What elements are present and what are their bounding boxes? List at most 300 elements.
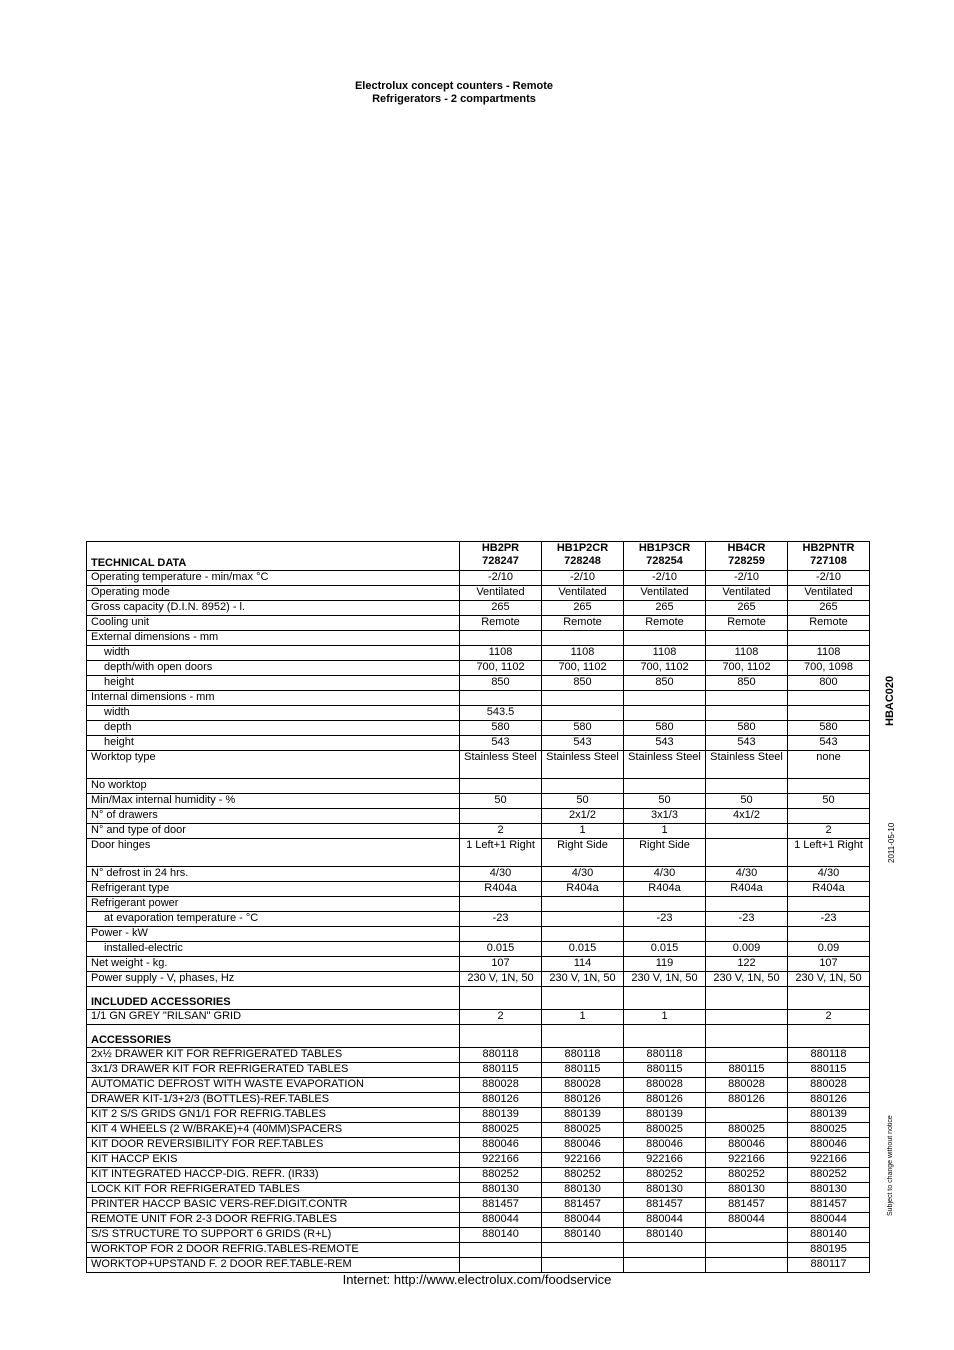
value-cell: 880139: [624, 1108, 706, 1123]
row-label: Min/Max internal humidity - %: [87, 794, 460, 809]
row-label: DRAWER KIT-1/3+2/3 (BOTTLES)-REF.TABLES: [87, 1093, 460, 1108]
value-cell: 880046: [624, 1138, 706, 1153]
table-row: [87, 1010, 870, 1025]
section-label-accessories: ACCESSORIES: [87, 1025, 460, 1048]
row-label: KIT INTEGRATED HACCP-DIG. REFR. (IR33): [87, 1168, 460, 1183]
value-cell: 880118: [460, 1048, 542, 1063]
value-cell: 2: [788, 1010, 870, 1025]
table-row: [87, 1108, 870, 1123]
value-cell: Remote: [706, 616, 788, 631]
value-cell: 1: [624, 1010, 706, 1025]
document-code: HBAC020: [884, 675, 896, 726]
value-cell: Ventilated: [788, 586, 870, 601]
value-cell: 880044: [460, 1213, 542, 1228]
row-label: 1/1 GN GREY "RILSAN" GRID: [87, 1010, 460, 1025]
value-cell: 880140: [460, 1228, 542, 1243]
spec-table: [86, 541, 870, 1273]
row-label: width: [87, 646, 460, 661]
value-cell: 880126: [542, 1093, 624, 1108]
value-cell: [788, 809, 870, 824]
row-label: installed-electric: [87, 942, 460, 957]
value-cell: 881457: [706, 1198, 788, 1213]
value-cell: [460, 631, 542, 646]
value-cell: [706, 779, 788, 794]
value-cell: 265: [788, 601, 870, 616]
value-cell: [706, 839, 788, 867]
value-cell: 880126: [460, 1093, 542, 1108]
value-cell: 881457: [788, 1198, 870, 1213]
value-cell: [788, 779, 870, 794]
value-cell: -2/10: [460, 571, 542, 586]
value-cell: [624, 1243, 706, 1258]
value-cell: -2/10: [788, 571, 870, 586]
table-row: [87, 1228, 870, 1243]
value-cell: 880139: [542, 1108, 624, 1123]
value-cell: 850: [460, 676, 542, 691]
value-cell: [706, 897, 788, 912]
value-cell: [542, 691, 624, 706]
value-cell: 700, 1102: [706, 661, 788, 676]
value-cell: 880044: [542, 1213, 624, 1228]
table-row: [87, 897, 870, 912]
value-cell: R404a: [542, 882, 624, 897]
value-cell: [542, 1243, 624, 1258]
table-row: [87, 779, 870, 794]
value-cell: 1: [542, 824, 624, 839]
value-cell: -23: [706, 912, 788, 927]
table-row: [87, 736, 870, 751]
value-cell: Stainless Steel: [460, 751, 542, 779]
value-cell: [788, 691, 870, 706]
row-label: 3x1/3 DRAWER KIT FOR REFRIGERATED TABLES: [87, 1063, 460, 1078]
row-label: Net weight - kg.: [87, 957, 460, 972]
table-row: [87, 706, 870, 721]
value-cell: 880115: [624, 1063, 706, 1078]
table-row: [87, 1078, 870, 1093]
value-cell: Right Side: [542, 839, 624, 867]
value-cell: 880025: [706, 1123, 788, 1138]
value-cell: 880115: [460, 1063, 542, 1078]
row-label: Refrigerant power: [87, 897, 460, 912]
value-cell: 543: [706, 736, 788, 751]
table-row: [87, 1138, 870, 1153]
value-cell: 700, 1098: [788, 661, 870, 676]
value-cell: 265: [706, 601, 788, 616]
value-cell: [542, 912, 624, 927]
value-cell: R404a: [460, 882, 542, 897]
model-code: 727108: [810, 555, 847, 567]
row-label: KIT 2 S/S GRIDS GN1/1 FOR REFRIG.TABLES: [87, 1108, 460, 1123]
value-cell: [706, 824, 788, 839]
value-cell: 880025: [788, 1123, 870, 1138]
table-row: [87, 942, 870, 957]
value-cell: [706, 1258, 788, 1273]
value-cell: [706, 1228, 788, 1243]
value-cell: 880025: [542, 1123, 624, 1138]
document-date: 2011-05-10: [887, 822, 896, 864]
value-cell: [788, 706, 870, 721]
empty-cell: [460, 987, 542, 1010]
value-cell: -2/10: [624, 571, 706, 586]
row-label: LOCK KIT FOR REFRIGERATED TABLES: [87, 1183, 460, 1198]
value-cell: 880130: [460, 1183, 542, 1198]
table-row: [87, 1048, 870, 1063]
table-row: [87, 601, 870, 616]
value-cell: 880046: [460, 1138, 542, 1153]
row-label: N° defrost in 24 hrs.: [87, 867, 460, 882]
empty-cell: [706, 1025, 788, 1048]
value-cell: 230 V, 1N, 50: [460, 972, 542, 987]
row-label: Cooling unit: [87, 616, 460, 631]
value-cell: 880130: [788, 1183, 870, 1198]
value-cell: 850: [706, 676, 788, 691]
value-cell: 880252: [542, 1168, 624, 1183]
change-notice: Subject to change without notice: [887, 1115, 894, 1217]
value-cell: 880044: [706, 1213, 788, 1228]
value-cell: Ventilated: [542, 586, 624, 601]
value-cell: 800: [788, 676, 870, 691]
value-cell: none: [788, 751, 870, 779]
row-label: height: [87, 676, 460, 691]
value-cell: 880126: [788, 1093, 870, 1108]
empty-cell: [788, 987, 870, 1010]
value-cell: 922166: [624, 1153, 706, 1168]
value-cell: -23: [788, 912, 870, 927]
value-cell: Stainless Steel: [706, 751, 788, 779]
value-cell: 4/30: [788, 867, 870, 882]
value-cell: 580: [788, 721, 870, 736]
value-cell: [706, 1108, 788, 1123]
value-cell: 230 V, 1N, 50: [706, 972, 788, 987]
value-cell: 50: [460, 794, 542, 809]
value-cell: 880195: [788, 1243, 870, 1258]
row-label: S/S STRUCTURE TO SUPPORT 6 GRIDS (R+L): [87, 1228, 460, 1243]
row-label: PRINTER HACCP BASIC VERS-REF.DIGIT.CONTR: [87, 1198, 460, 1213]
value-cell: 265: [542, 601, 624, 616]
table-row: [87, 721, 870, 736]
row-label: at evaporation temperature - °C: [87, 912, 460, 927]
value-cell: 0.015: [624, 942, 706, 957]
value-cell: 880025: [460, 1123, 542, 1138]
value-cell: 1: [542, 1010, 624, 1025]
model-header-cell: [460, 542, 542, 571]
value-cell: [460, 1243, 542, 1258]
table-row: [87, 571, 870, 586]
value-cell: [706, 631, 788, 646]
value-cell: 543: [788, 736, 870, 751]
value-cell: 880139: [788, 1108, 870, 1123]
value-cell: R404a: [624, 882, 706, 897]
value-cell: [542, 706, 624, 721]
value-cell: 1: [624, 824, 706, 839]
value-cell: 580: [460, 721, 542, 736]
table-row: [87, 867, 870, 882]
value-cell: [542, 631, 624, 646]
table-row: [87, 616, 870, 631]
table-row: [87, 661, 870, 676]
row-label: KIT 4 WHEELS (2 W/BRAKE)+4 (40MM)SPACERS: [87, 1123, 460, 1138]
model-code: 728254: [646, 555, 683, 567]
table-row: [87, 631, 870, 646]
table-row: [87, 1123, 870, 1138]
value-cell: [542, 897, 624, 912]
row-label: KIT HACCP EKIS: [87, 1153, 460, 1168]
row-label: width: [87, 706, 460, 721]
value-cell: 880115: [542, 1063, 624, 1078]
value-cell: 880252: [706, 1168, 788, 1183]
value-cell: [460, 897, 542, 912]
row-label: N° and type of door: [87, 824, 460, 839]
value-cell: 265: [460, 601, 542, 616]
value-cell: [624, 706, 706, 721]
document-title: [0, 80, 908, 106]
empty-cell: [542, 1025, 624, 1048]
value-cell: [788, 927, 870, 942]
title-line-2: Refrigerators - 2 compartments: [372, 93, 536, 105]
value-cell: 230 V, 1N, 50: [542, 972, 624, 987]
model-name: HB1P2CR: [556, 542, 609, 554]
value-cell: 880130: [542, 1183, 624, 1198]
value-cell: 1 Left+1 Right: [788, 839, 870, 867]
value-cell: [542, 927, 624, 942]
value-cell: [542, 779, 624, 794]
value-cell: 881457: [542, 1198, 624, 1213]
value-cell: 700, 1102: [624, 661, 706, 676]
row-label: WORKTOP+UPSTAND F. 2 DOOR REF.TABLE-REM: [87, 1258, 460, 1273]
empty-cell: [624, 987, 706, 1010]
row-label: AUTOMATIC DEFROST WITH WASTE EVAPORATION: [87, 1078, 460, 1093]
table-row: [87, 839, 870, 867]
row-label: Worktop type: [87, 751, 460, 779]
value-cell: 114: [542, 957, 624, 972]
value-cell: Remote: [788, 616, 870, 631]
row-label: Power supply - V, phases, Hz: [87, 972, 460, 987]
value-cell: 580: [624, 721, 706, 736]
value-cell: [706, 706, 788, 721]
model-name: HB1P3CR: [638, 542, 691, 554]
row-label: WORKTOP FOR 2 DOOR REFRIG.TABLES-REMOTE: [87, 1243, 460, 1258]
value-cell: 880130: [706, 1183, 788, 1198]
value-cell: [624, 1258, 706, 1273]
value-cell: 4/30: [542, 867, 624, 882]
value-cell: 922166: [460, 1153, 542, 1168]
row-label: depth: [87, 721, 460, 736]
empty-cell: [624, 1025, 706, 1048]
value-cell: [706, 1243, 788, 1258]
value-cell: -2/10: [542, 571, 624, 586]
row-label: Operating mode: [87, 586, 460, 601]
value-cell: [460, 927, 542, 942]
table-row: [87, 586, 870, 601]
table-row: [87, 1153, 870, 1168]
model-code: 728248: [564, 555, 601, 567]
empty-cell: [706, 987, 788, 1010]
value-cell: 107: [460, 957, 542, 972]
value-cell: [788, 631, 870, 646]
value-cell: 922166: [788, 1153, 870, 1168]
value-cell: [624, 897, 706, 912]
value-cell: 880028: [788, 1078, 870, 1093]
table-row: [87, 1093, 870, 1108]
row-label: No worktop: [87, 779, 460, 794]
table-row: [87, 912, 870, 927]
empty-cell: [460, 1025, 542, 1048]
value-cell: R404a: [706, 882, 788, 897]
table-row: [87, 646, 870, 661]
model-name: HB4CR: [727, 542, 766, 554]
row-label: height: [87, 736, 460, 751]
value-cell: Ventilated: [624, 586, 706, 601]
value-cell: 543: [624, 736, 706, 751]
model-name: HB2PR: [481, 542, 520, 554]
table-row: [87, 1063, 870, 1078]
value-cell: 880140: [788, 1228, 870, 1243]
table-row: [87, 1243, 870, 1258]
value-cell: 1108: [460, 646, 542, 661]
value-cell: 50: [788, 794, 870, 809]
row-label: Door hinges: [87, 839, 460, 867]
value-cell: Ventilated: [460, 586, 542, 601]
value-cell: [460, 809, 542, 824]
value-cell: [460, 691, 542, 706]
section-header-row: [87, 1025, 870, 1048]
value-cell: 880126: [706, 1093, 788, 1108]
value-cell: 700, 1102: [460, 661, 542, 676]
value-cell: 119: [624, 957, 706, 972]
table-row: [87, 1213, 870, 1228]
row-label: depth/with open doors: [87, 661, 460, 676]
value-cell: 50: [624, 794, 706, 809]
value-cell: 2x1/2: [542, 809, 624, 824]
value-cell: 880028: [460, 1078, 542, 1093]
value-cell: Stainless Steel: [624, 751, 706, 779]
value-cell: 880028: [542, 1078, 624, 1093]
value-cell: Stainless Steel: [542, 751, 624, 779]
value-cell: 230 V, 1N, 50: [788, 972, 870, 987]
value-cell: 2: [460, 824, 542, 839]
value-cell: 1108: [624, 646, 706, 661]
section-technical-data: TECHNICAL DATA: [87, 542, 460, 571]
value-cell: 922166: [706, 1153, 788, 1168]
value-cell: R404a: [788, 882, 870, 897]
value-cell: [706, 927, 788, 942]
value-cell: [706, 1010, 788, 1025]
value-cell: 880028: [624, 1078, 706, 1093]
row-label: External dimensions - mm: [87, 631, 460, 646]
value-cell: 881457: [460, 1198, 542, 1213]
footer-url: Internet: http://www.electrolux.com/foodservice: [342, 1272, 612, 1287]
value-cell: Ventilated: [706, 586, 788, 601]
value-cell: 880117: [788, 1258, 870, 1273]
value-cell: [624, 691, 706, 706]
value-cell: 50: [706, 794, 788, 809]
value-cell: 2: [788, 824, 870, 839]
value-cell: 1108: [788, 646, 870, 661]
value-cell: 880139: [460, 1108, 542, 1123]
row-label: Internal dimensions - mm: [87, 691, 460, 706]
value-cell: 4/30: [460, 867, 542, 882]
model-header-cell: [788, 542, 870, 571]
value-cell: 880028: [706, 1078, 788, 1093]
value-cell: 4x1/2: [706, 809, 788, 824]
value-cell: [624, 779, 706, 794]
value-cell: 880252: [624, 1168, 706, 1183]
empty-cell: [788, 1025, 870, 1048]
value-cell: 580: [706, 721, 788, 736]
value-cell: Remote: [624, 616, 706, 631]
value-cell: 850: [542, 676, 624, 691]
spec-table-body: [87, 542, 870, 1273]
value-cell: 107: [788, 957, 870, 972]
value-cell: Remote: [460, 616, 542, 631]
value-cell: 922166: [542, 1153, 624, 1168]
value-cell: 880126: [624, 1093, 706, 1108]
row-label: Refrigerant type: [87, 882, 460, 897]
value-cell: 880140: [542, 1228, 624, 1243]
value-cell: Remote: [542, 616, 624, 631]
section-header-row: [87, 987, 870, 1010]
value-cell: 122: [706, 957, 788, 972]
value-cell: 543.5: [460, 706, 542, 721]
value-cell: [624, 927, 706, 942]
value-cell: 265: [624, 601, 706, 616]
value-cell: 543: [542, 736, 624, 751]
value-cell: 230 V, 1N, 50: [624, 972, 706, 987]
value-cell: 880118: [542, 1048, 624, 1063]
table-row: [87, 957, 870, 972]
model-header-row: [87, 542, 870, 571]
table-row: [87, 927, 870, 942]
row-label: Gross capacity (D.I.N. 8952) - l.: [87, 601, 460, 616]
value-cell: 0.009: [706, 942, 788, 957]
value-cell: 4/30: [624, 867, 706, 882]
table-row: [87, 972, 870, 987]
value-cell: [460, 1258, 542, 1273]
value-cell: 880118: [788, 1048, 870, 1063]
value-cell: 880252: [788, 1168, 870, 1183]
model-header-cell: [624, 542, 706, 571]
value-cell: 4/30: [706, 867, 788, 882]
model-name: HB2PNTR: [802, 542, 855, 554]
value-cell: 880115: [706, 1063, 788, 1078]
table-row: [87, 751, 870, 779]
value-cell: 880044: [788, 1213, 870, 1228]
table-row: [87, 824, 870, 839]
value-cell: 1 Left+1 Right: [460, 839, 542, 867]
row-label: Operating temperature - min/max °C: [87, 571, 460, 586]
section-label-included: INCLUDED ACCESSORIES: [87, 987, 460, 1010]
value-cell: 881457: [624, 1198, 706, 1213]
value-cell: 880046: [788, 1138, 870, 1153]
row-label: KIT DOOR REVERSIBILITY FOR REF.TABLES: [87, 1138, 460, 1153]
value-cell: 1108: [542, 646, 624, 661]
value-cell: 700, 1102: [542, 661, 624, 676]
value-cell: [706, 691, 788, 706]
value-cell: 850: [624, 676, 706, 691]
row-label: 2x½ DRAWER KIT FOR REFRIGERATED TABLES: [87, 1048, 460, 1063]
value-cell: 1108: [706, 646, 788, 661]
row-label: N° of drawers: [87, 809, 460, 824]
value-cell: 880044: [624, 1213, 706, 1228]
table-row: [87, 1198, 870, 1213]
model-header-cell: [706, 542, 788, 571]
value-cell: 880130: [624, 1183, 706, 1198]
table-row: [87, 676, 870, 691]
value-cell: 0.015: [460, 942, 542, 957]
table-row: [87, 809, 870, 824]
value-cell: -23: [624, 912, 706, 927]
model-header-cell: [542, 542, 624, 571]
